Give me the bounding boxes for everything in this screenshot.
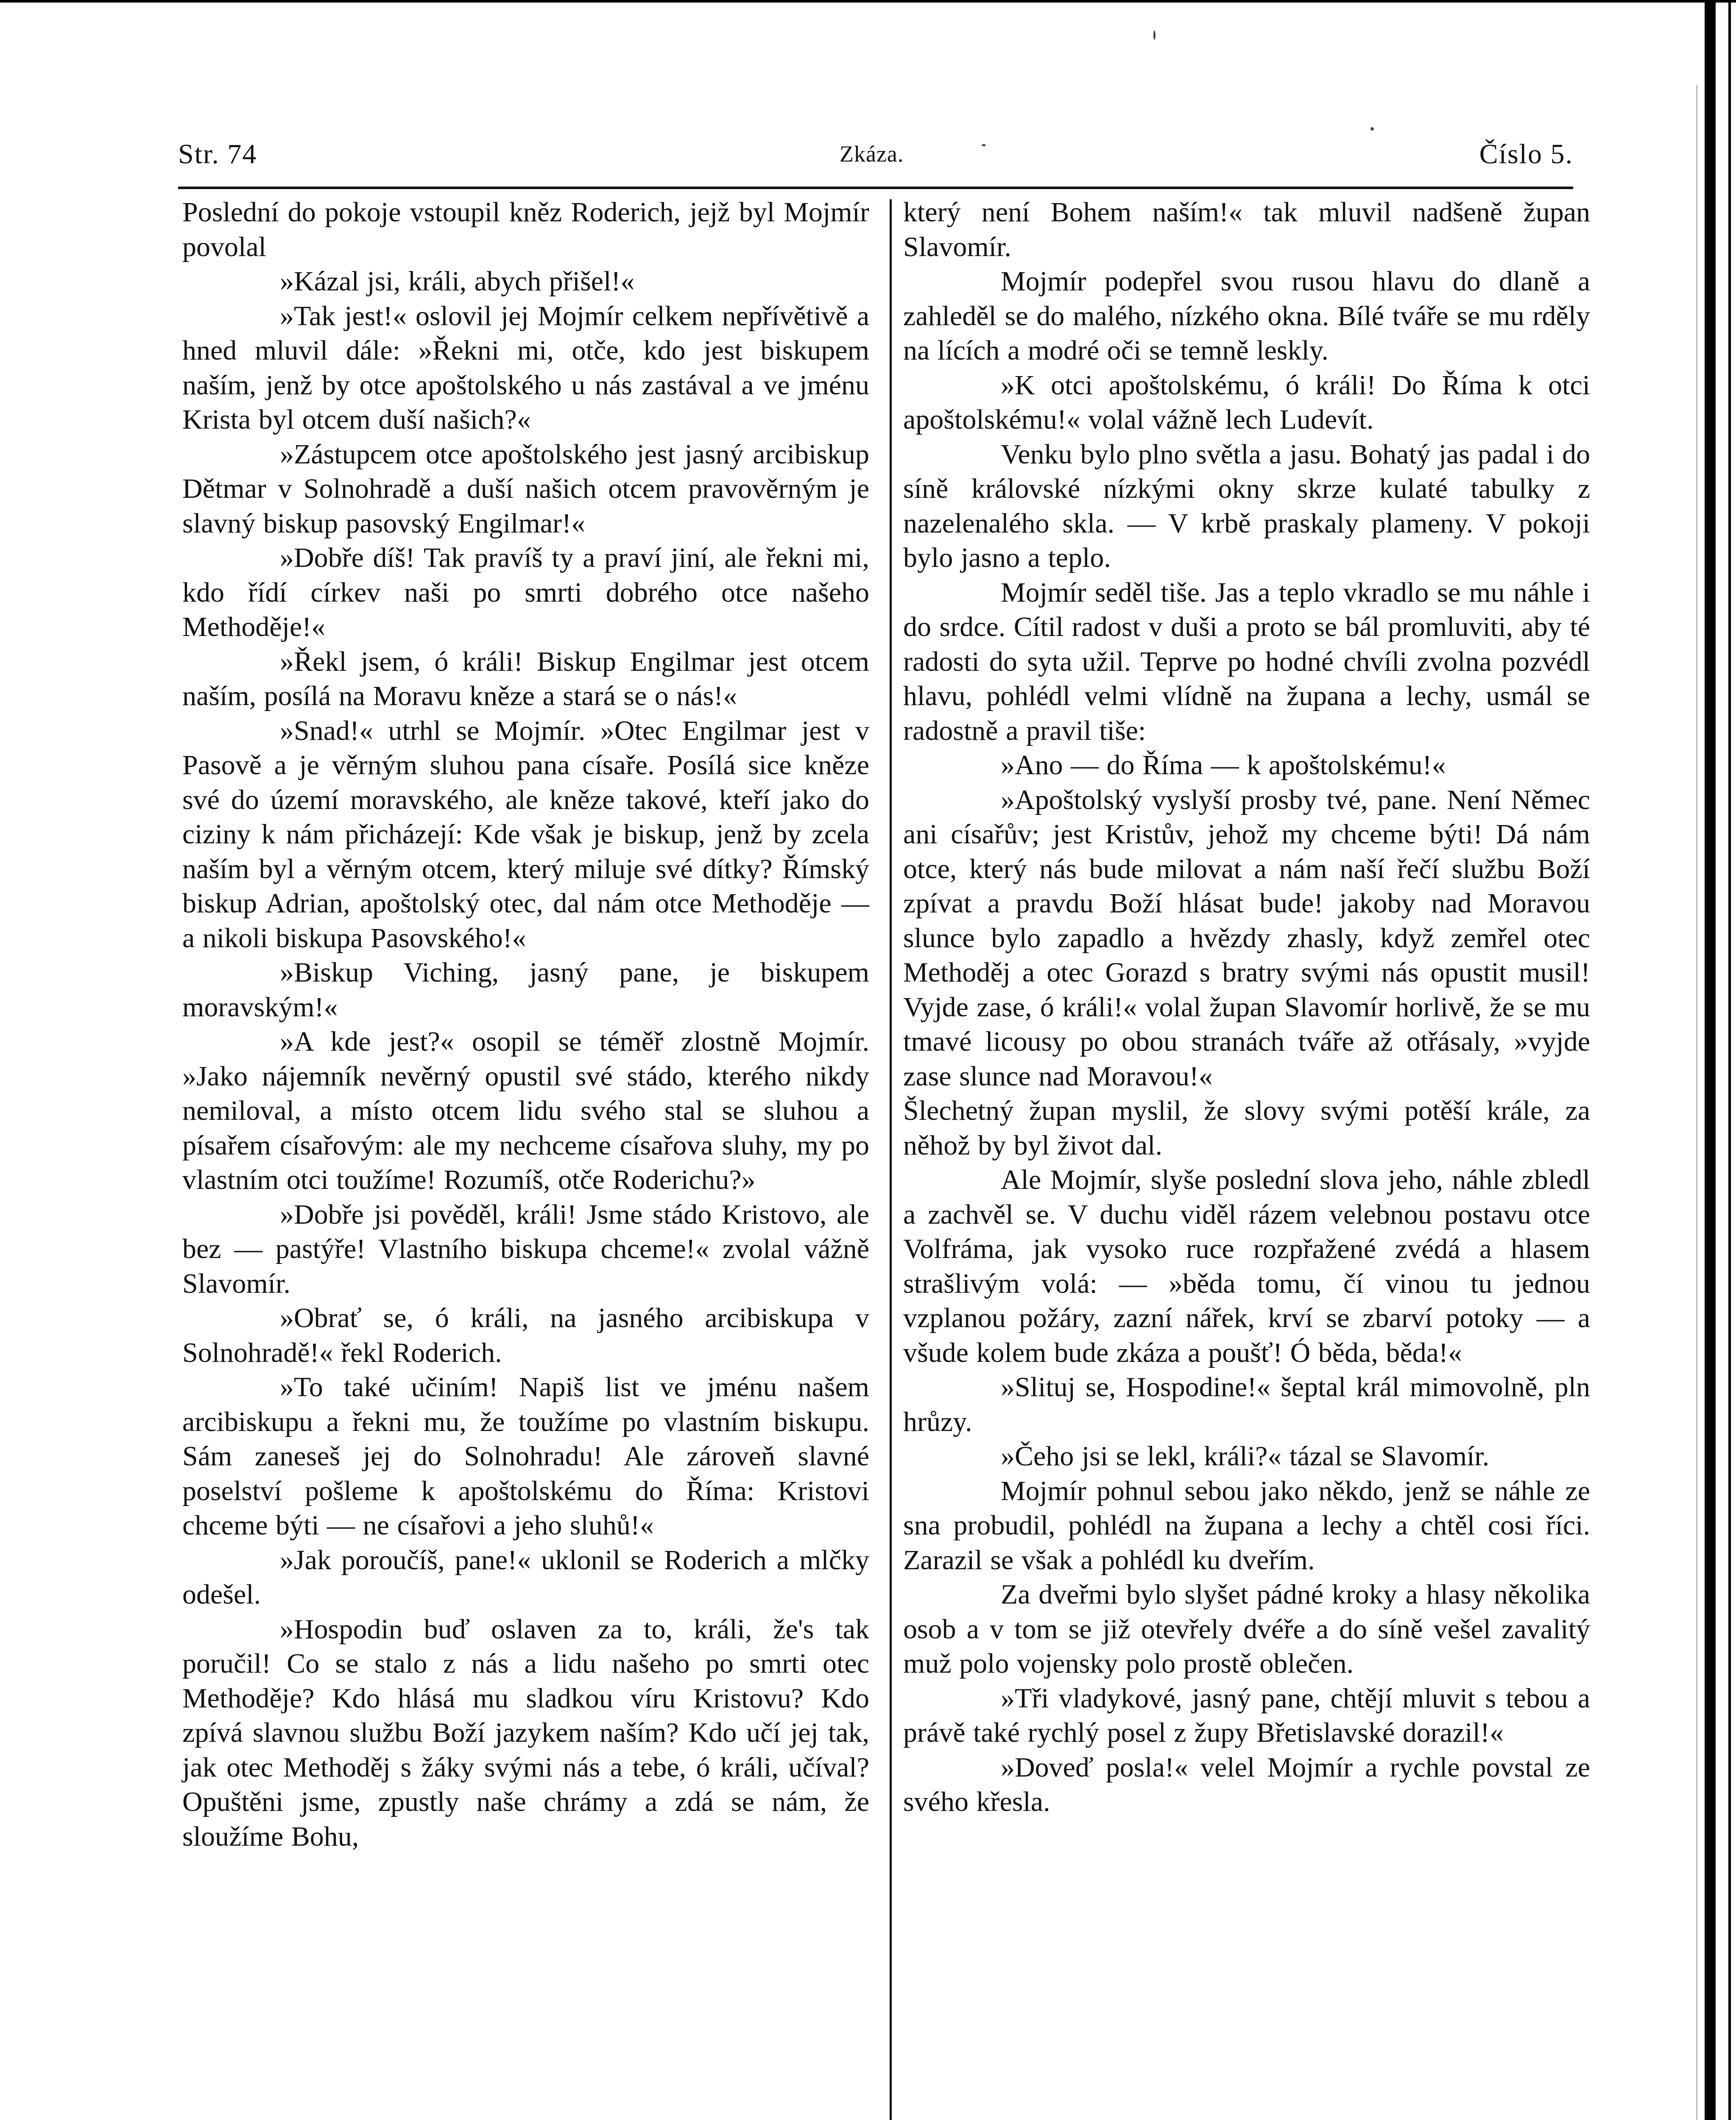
paragraph: »Tři vladykové, jasný pane, chtějí mluvit s tebou a právě také rychlý posel z župy Břetislavské dorazil!« [903, 1682, 1590, 1748]
paragraph: »Jak poroučíš, pane!« uklonil se Roderich a mlčky odešel. [182, 1544, 869, 1610]
paragraph: »Ano — do Říma — k apoštolskému!« [1001, 750, 1446, 781]
issue-number: Číslo 5. [1479, 139, 1573, 170]
scan-speck [1370, 127, 1374, 131]
column-divider [890, 199, 892, 2120]
paragraph: Mojmír podepřel svou rusou hlavu do dlaně a zahleděl se do malého, nízkého okna. Bílé tváře se mu rděly na lících a modré oči se temně leskly. [903, 266, 1590, 366]
paragraph: Poslední do pokoje vstoupil kněz Roderich, jejž byl Mojmír povolal [182, 197, 869, 262]
paragraph: »Zástupcem otce apoštolského jest jasný arcibiskup Dětmar v Solnohradě a duší našich otcem pravověrným je slavný biskup pasovský Engilmar!« [182, 438, 869, 539]
page-fold-line [1696, 85, 1697, 2120]
paragraph: »Doveď posla!« velel Mojmír a rychle povstal ze svého křesla. [903, 1752, 1590, 1817]
paragraph: »Snad!« utrhl se Mojmír. »Otec Engilmar jest v Pasově a je věrným sluhou pana císaře. Posílá sice kněze své do území moravského, ale kněze takové, kteří jako do ciziny k nám přicházejí: Kde však je biskup, jenž by zcela naším byl a věrným otcem, který miluje své dítky? Římský biskup Adrian, apoštolský otec, dal nám otce Methoděje — a nikoli biskupa Pasovského!« [182, 715, 869, 954]
paragraph: Ale Mojmír, slyše poslední slova jeho, náhle zbledl a zachvěl se. V duchu viděl rázem velebnou postavu otce Volfráma, jak vysoko ruce rozpřažené zvédá a hlasem strašlivým volá: — »běda tomu, čí vinou tu jednou vzplanou požáry, zazní nářek, krví se zbarví potoky — a všude kolem bude zkáza a poušť! Ó běda, běda!« [903, 1164, 1590, 1368]
scan-speck [982, 144, 986, 146]
paragraph: »A kde jest?« osopil se téměř zlostně Mojmír. »Jako nájemník nevěrný opustil své stádo, kterého nikdy nemiloval, a místo otcem lidu svého stal se sluhou a písařem císařovým: ale my nechceme císařova sluhy, my po vlastním otci toužíme! Rozumíš, otče Roderichu?» [182, 1026, 869, 1195]
paragraph: »Řekl jsem, ó králi! Biskup Engilmar jest otcem naším, posílá na Moravu kněze a stará se o nás!« [182, 646, 869, 711]
scan-speck [1153, 31, 1155, 40]
page-edge-right [1705, 0, 1716, 2120]
paragraph: Mojmír seděl tiše. Jas a teplo vkradlo se mu náhle i do srdce. Cítil radost v duši a proto se bál promluviti, aby té radosti do syta užil. Teprve po hodné chvíli zvolna pozvédl hlavu, pohlédl velmi vlídně na župana a lechy, usmál se radostně a pravil tiše: [903, 577, 1590, 746]
paragraph: »Kázal jsi, králi, abych přišel!« [280, 266, 635, 297]
running-title: Zkáza. [840, 141, 904, 167]
paragraph: »Čeho jsi se lekl, králi?« tázal se Slavomír. [1001, 1441, 1490, 1472]
paragraph: Venku bylo plno světla a jasu. Bohatý jas padal i do síně královské nízkými okny skrze kulaté tabulky z nazelenalého skla. — V krbě praskaly plameny. V pokoji bylo jasno a teplo. [903, 438, 1590, 573]
page-number: Str. 74 [178, 139, 257, 170]
paragraph: »Dobře jsi pověděl, králi! Jsme stádo Kristovo, ale bez — pastýře! Vlastního biskupa chceme!« zvolal vážně Slavomír. [182, 1199, 869, 1299]
paragraph: »Tak jest!« oslovil jej Mojmír celkem nepřívětivě a hned mluvil dále: »Řekni mi, otče, kdo jest biskupem naším, jenž by otce apoštolského u nás zastával a ve jménu Krista byl otcem duší našich?« [182, 300, 869, 435]
page-header [178, 134, 1573, 181]
paragraph: »Dobře díš! Tak pravíš ty a praví jiní, ale řekni mi, kdo řídí církev naši po smrti dobrého otce našeho Methoděje!« [182, 542, 869, 642]
paragraph: »To také učiním! Napiš list ve jménu našem arcibiskupu a řekni mu, že toužíme po vlastním biskupu. Sám zaneseš jej do Solnohradu! Ale zároveň slavné poselství pošleme k apoštolskému do Říma: Kristovi chceme býti — ne císařovi a jeho sluhů!« [182, 1372, 869, 1541]
header-rule [178, 187, 1573, 189]
paragraph: »Hospodin buď oslaven za to, králi, že's tak poručil! Co se stalo z nás a lidu našeho po smrti otec Methoděje? Kdo hlásá mu sladkou víru Kristovu? Kdo zpívá slavnou službu Boží jazykem naším? Kdo učí jej tak, jak otec Methoděj s žáky svými nás a tebe, ó králi, učíval? Opuštěni jsme, zpustly naše chrámy a zdá se nám, že sloužíme Bohu, [182, 1613, 869, 1852]
paragraph: »Apoštolský vyslyší prosby tvé, pane. Není Němec ani císařův; jest Kristův, jehož my chceme býti! Dá nám otce, který nás bude milovat a nám naší řečí službu Boží zpívat a pravdu Boží hlásat bude! jakoby nad Moravou slunce bylo zapadlo a hvězdy zhasly, když zemřel otec Methoděj a otec Gorazd s bratry svými nás opustit musil! Vyjde zase, ó králi!« volal župan Slavomír horlivě, že se mu tmavé licousy po obou stranách tváře až otřásaly, »vyjde zase slunce nad Moravou!« [903, 784, 1590, 1092]
paragraph: »K otci apoštolskému, ó králi! Do Říma k otci apoštolskému!« volal vážně lech Ludevít. [903, 369, 1590, 435]
page-edge-top [0, 0, 1736, 3]
paragraph: »Obrať se, ó králi, na jasného arcibiskupa v Solnohradě!« řekl Roderich. [182, 1303, 869, 1368]
paragraph: Mojmír pohnul sebou jako někdo, jenž se náhle ze sna probudil, pohlédl na župana a lechy a chtěl cosi říci. Zarazil se však a pohlédl ku dveřím. [903, 1475, 1590, 1576]
page-edge-right-thin [1728, 0, 1731, 2120]
paragraph: Za dveřmi bylo slyšet pádné kroky a hlasy několika osob a v tom se již otevřely dvéře a do síně vešel zavalitý muž polo vojensky polo prostě oblečen. [903, 1579, 1590, 1679]
paragraph: »Slituj se, Hospodine!« šeptal král mimovolně, pln hrůzy. [903, 1372, 1590, 1437]
paragraph: který není Bohem naším!« tak mluvil nadšeně župan Slavomír. [903, 197, 1590, 262]
right-column [903, 195, 1590, 1819]
paragraph: »Biskup Viching, jasný pane, je biskupem moravským!« [182, 957, 869, 1023]
paragraph: Šlechetný župan myslil, že slovy svými potěší krále, za něhož by byl život dal. [903, 1095, 1590, 1161]
left-column [182, 195, 869, 1854]
